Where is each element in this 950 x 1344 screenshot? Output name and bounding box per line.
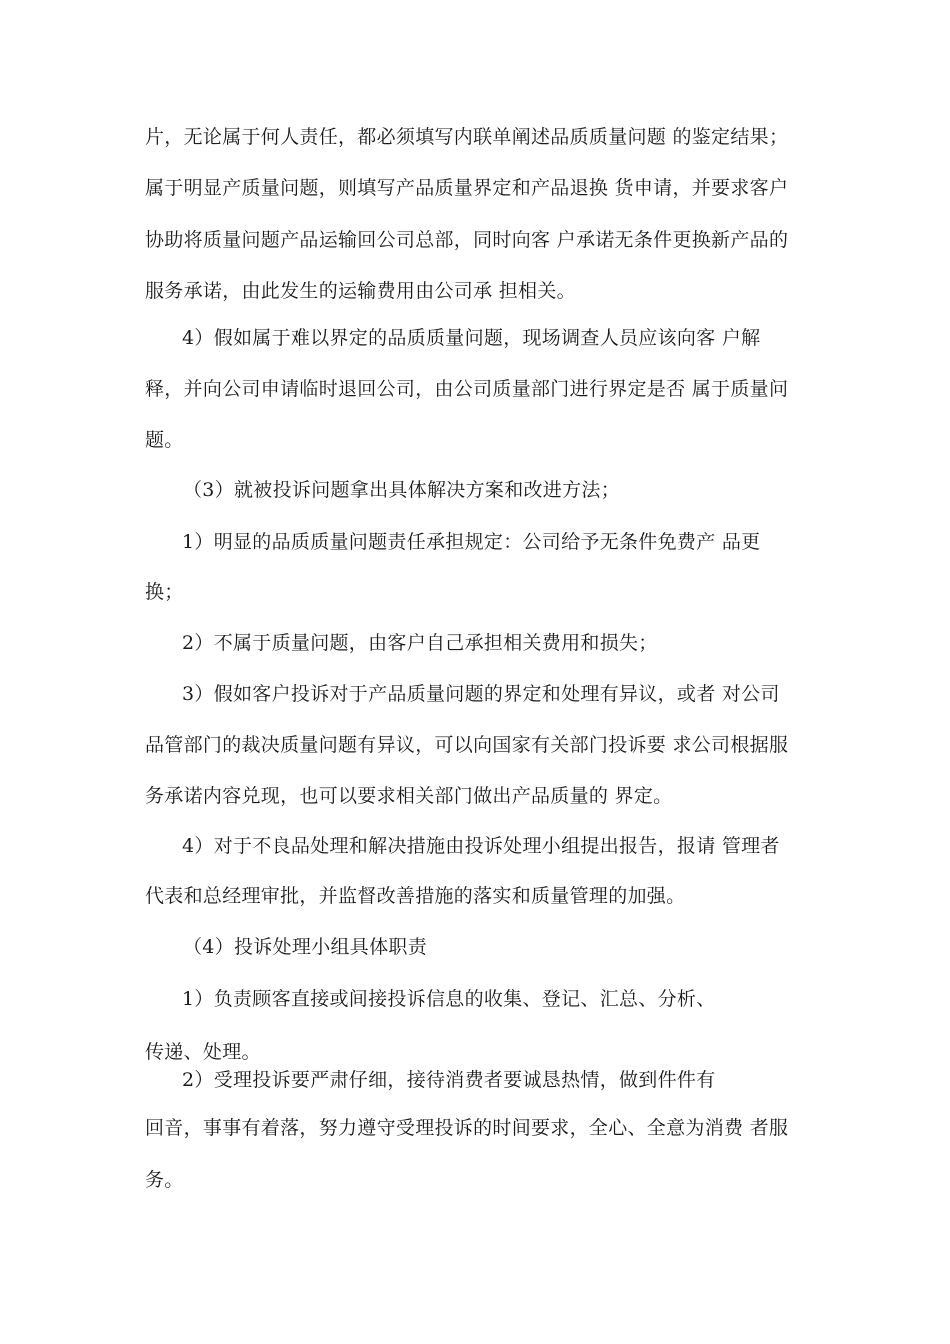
section-heading: （4）投诉处理小组具体职责 xyxy=(183,936,427,958)
text-line: 2）受理投诉要严肃仔细，接待消费者要诚恳热情，做到件件有 xyxy=(182,1069,716,1091)
text-line: 务。 xyxy=(145,1169,184,1191)
text-line: 1）明显的品质质量问题责任承担规定：公司给予无条件免费产 品更 xyxy=(182,531,761,553)
text-line: 回音，事事有着落，努力遵守受理投诉的时间要求，全心、全意为消费 者服 xyxy=(145,1117,789,1139)
text-line: 换； xyxy=(145,581,184,603)
text-line: 4）假如属于难以界定的品质质量问题，现场调查人员应该向客 户解 xyxy=(182,327,761,349)
text-line: 1）负责顾客直接或间接投诉信息的收集、登记、汇总、分析、 xyxy=(182,988,716,1010)
text-line: 服务承诺，由此发生的运输费用由公司承 担相关。 xyxy=(145,280,576,302)
text-line: 题。 xyxy=(145,429,184,451)
section-heading: （3）就被投诉问题拿出具体解决方案和改进方法； xyxy=(183,479,620,501)
text-line: 品管部门的裁决质量问题有异议，可以向国家有关部门投诉要 求公司根据服 xyxy=(145,734,789,756)
text-line: 3）假如客户投诉对于产品质量问题的界定和处理有异议，或者 对公司 xyxy=(182,683,780,705)
text-line: 代表和总经理审批，并监督改善措施的落实和质量管理的加强。 xyxy=(145,885,686,907)
text-line: 务承诺内容兑现，也可以要求相关部门做出产品质量的 界定。 xyxy=(145,785,673,807)
text-line: 传递、处理。 xyxy=(145,1041,261,1063)
text-line: 协助将质量问题产品运输回公司总部，同时向客 户承诺无条件更换新产品的 xyxy=(145,229,789,251)
text-line: 释，并向公司申请临时退回公司，由公司质量部门进行界定是否 属于质量问 xyxy=(145,378,789,400)
text-line: 2）不属于质量问题，由客户自己承担相关费用和损失； xyxy=(182,632,658,654)
text-line: 4）对于不良品处理和解决措施由投诉处理小组提出报告，报请 管理者 xyxy=(182,835,780,857)
text-line: 属于明显产质量问题，则填写产品质量界定和产品退换 货申请，并要求客户 xyxy=(145,177,789,199)
text-line: 片，无论属于何人责任，都必须填写内联单阐述品质质量问题 的鉴定结果； xyxy=(145,126,789,148)
